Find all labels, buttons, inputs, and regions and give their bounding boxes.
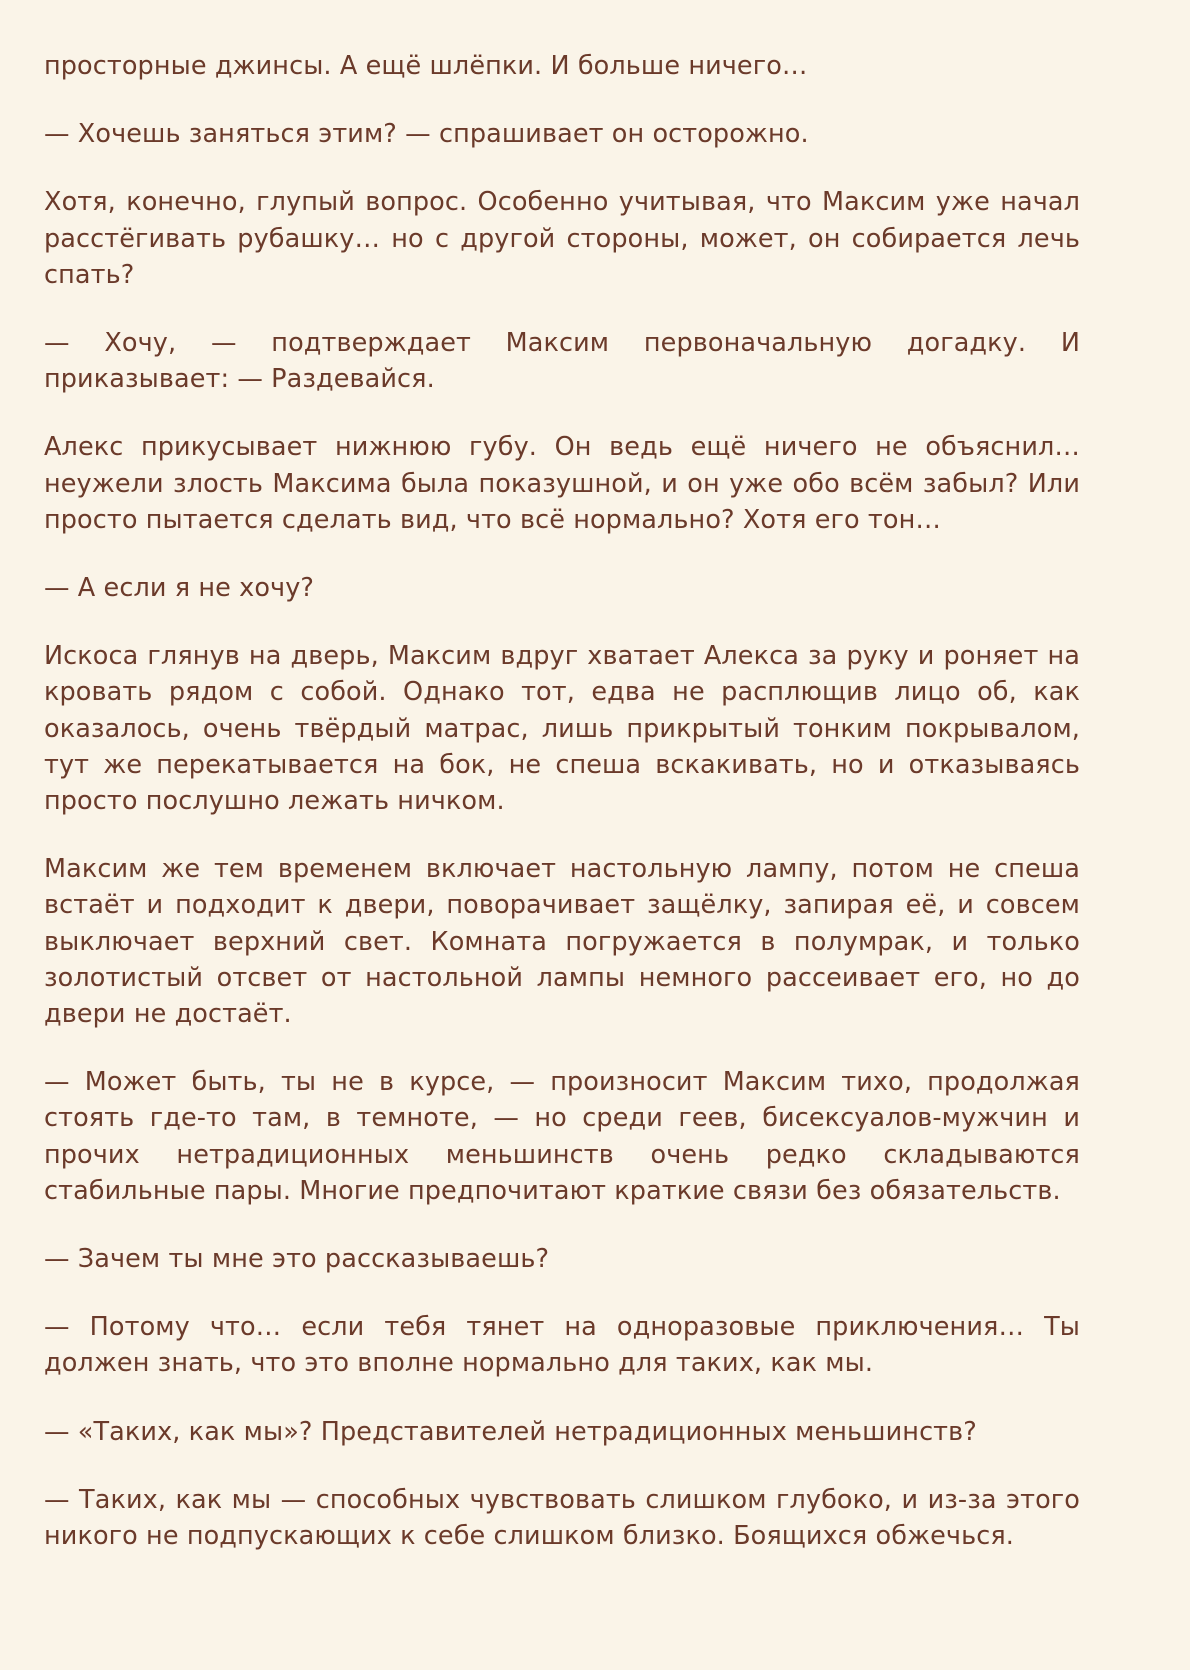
paragraph: — Хочу, — подтверждает Максим первоначальную догадку. И приказывает: — Раздевайся. <box>44 328 1080 395</box>
paragraph: Алекс прикусывает нижнюю губу. Он ведь ещё ничего не объяснил… неужели злость Максима была показушной, и он уже обо всём забыл? Или просто пытается сделать вид, что всё нормально? Хотя его тон… <box>44 432 1080 535</box>
paragraph: Максим же тем временем включает настольную лампу, потом не спеша встаёт и подходит к двери, поворачивает защёлку, запирая её, и совсем выключает верхний свет. Комната погружается в полумрак, и только золотистый отсвет от настольной лампы немного рассеивает его, но до двери не достаёт. <box>44 854 1080 1030</box>
paragraph: — Потому что… если тебя тянет на одноразовые приключения… Ты должен знать, что это вполне нормально для таких, как мы. <box>44 1312 1080 1379</box>
paragraph: Искоса глянув на дверь, Максим вдруг хватает Алекса за руку и роняет на кровать рядом с собой. Однако тот, едва не расплющив лицо об, как оказалось, очень твёрдый матрас, лишь прикрытый тонким покрывалом, тут же перекатывается на бок, не спеша вскакивать, но и отказываясь просто послушно лежать ничком. <box>44 641 1080 817</box>
paragraph: — Зачем ты мне это рассказываешь? <box>44 1244 550 1275</box>
paragraph: Хотя, конечно, глупый вопрос. Особенно учитывая, что Максим уже начал расстёгивать рубашку… но с другой стороны, может, он собирается лечь спать? <box>44 187 1080 290</box>
paragraph: — А если я не хочу? <box>44 573 315 604</box>
paragraph: просторные джинсы. А ещё шлёпки. И больше ничего… <box>44 51 808 81</box>
paragraph: — Таких, как мы — способных чувствовать слишком глубоко, и из-за этого никого не подпускающих к себе слишком близко. Боящихся обжечься. <box>44 1484 1080 1552</box>
paragraph: — Может быть, ты не в курсе, — произносит Максим тихо, продолжая стоять где-то там, в темноте, — но среди геев, бисексуалов-мужчин и прочих нетрадиционных меньшинств очень редко складываются стабильные пары. Многие предпочитают краткие связи без обязательств. <box>44 1067 1080 1206</box>
paragraph: — Хочешь заняться этим? — спрашивает он осторожно. <box>44 119 809 150</box>
paragraph: — «Таких, как мы»? Представителей нетрадиционных меньшинств? <box>44 1416 977 1447</box>
